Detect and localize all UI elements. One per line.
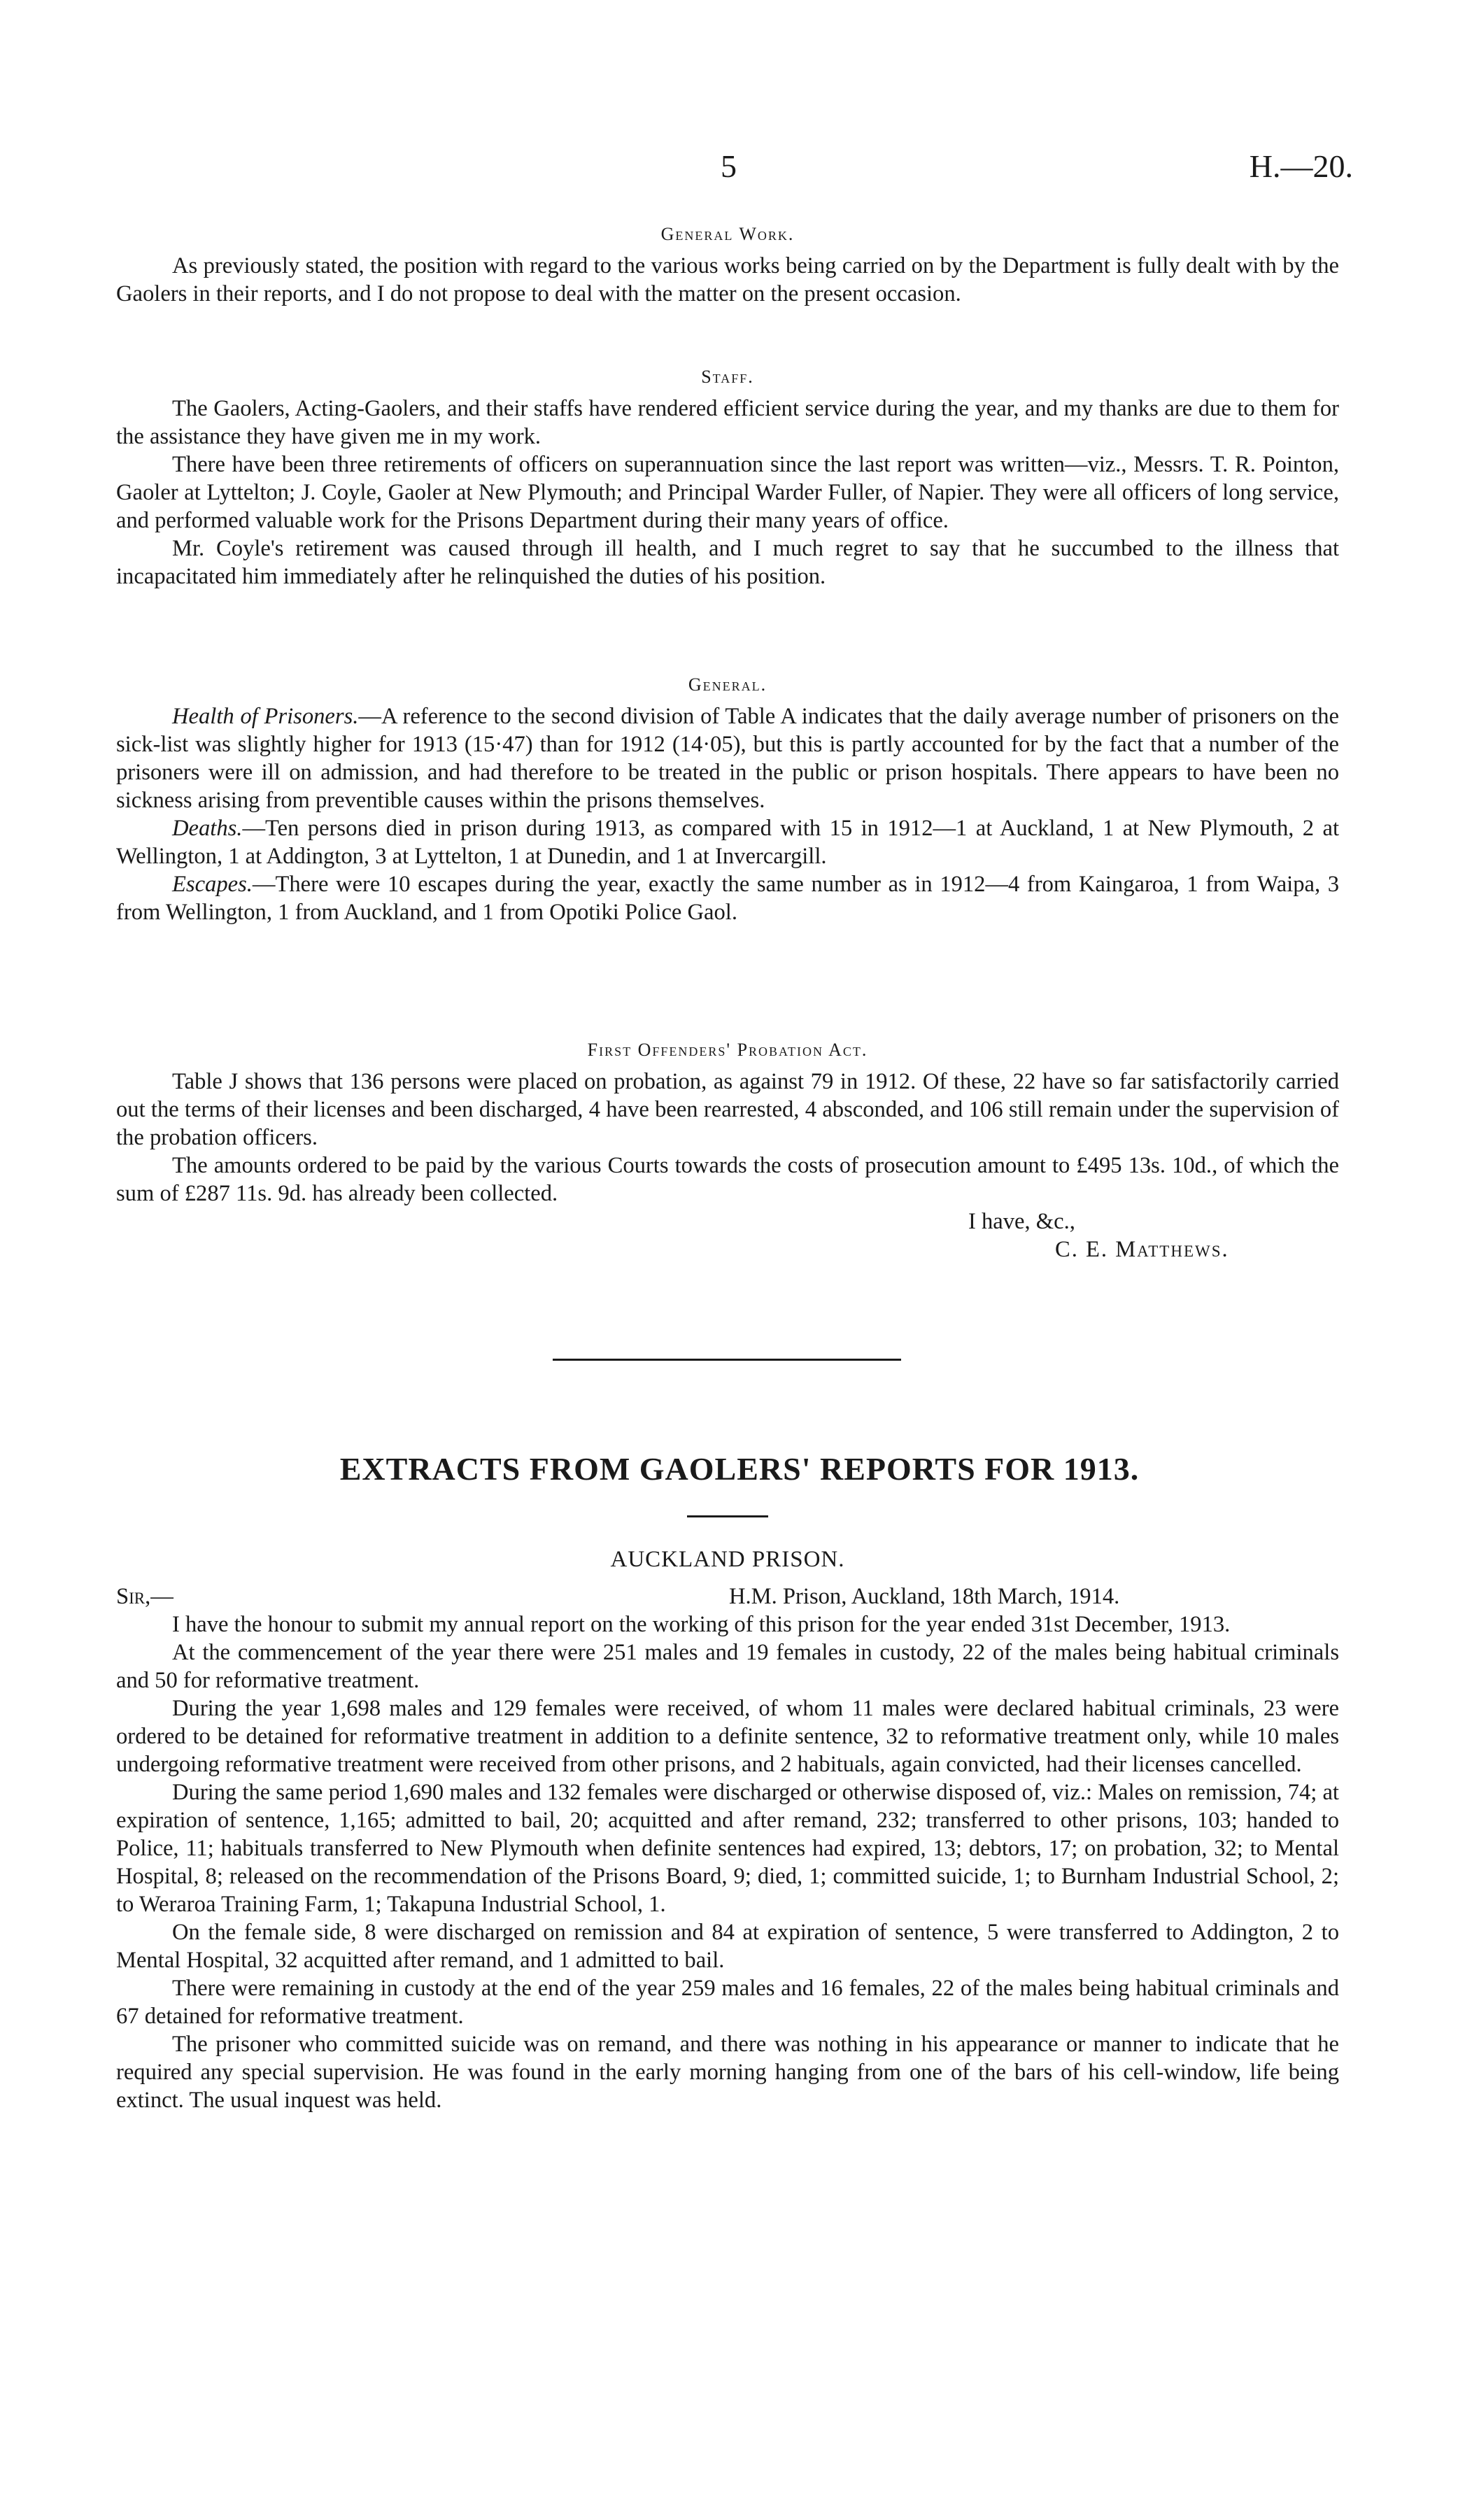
signoff-greeting: I have, &c., <box>968 1209 1075 1234</box>
salutation-line <box>116 1583 1339 1611</box>
paragraph: There were remaining in custody at the end of the year 259 males and 16 females, 22 of the males being habitual criminals and 67 detained for reformative treatment. <box>116 1976 1339 2029</box>
paragraph: Mr. Coyle's retirement was caused through ill health, and I much regret to say that he succumbed to the illness that incapacitated him immediately after he relinquished the duties of his position. <box>116 536 1339 589</box>
health-text: —A reference to the second division of Table A indicates that the daily average number of prisoners on the sick-list was slightly higher for 1913 (15·47) than for 1912 (14·05), but this is partly accounted for by the fact that a number of the prisoners were ill on admission, and had therefore to be treated in the public or prison hospitals. There appears to have been no sickness arising from preventible causes within the prisons themselves. <box>116 704 1339 813</box>
section-divider <box>553 1359 901 1361</box>
paragraph: Table J shows that 136 persons were placed on probation, as against 79 in 1912. Of these, 22 have so far satisfactorily carried out the terms of their licenses and been discharged, 4 have been rearrested, 4 absconded, and 106 still remain under the supervision of the probation officers. <box>116 1069 1339 1150</box>
paragraph: At the commencement of the year there were 251 males and 19 females in custody, 22 of the males being habitual criminals and 50 for reformative treatment. <box>116 1640 1339 1693</box>
escapes-text: —There were 10 escapes during the year, exactly the same number as in 1912—4 from Kaingaroa, 1 from Waipa, 3 from Wellington, 1 from Auckland, and 1 from Opotiki Police Gaol. <box>116 872 1339 925</box>
title-underline <box>687 1515 768 1517</box>
section-heading: General. <box>688 674 767 695</box>
signoff-signature: C. E. Matthews. <box>1055 1237 1229 1262</box>
address-date: H.M. Prison, Auckland, 18th March, 1914. <box>729 1584 1120 1609</box>
section-general <box>116 673 1339 926</box>
document-reference: H.—20. <box>1249 148 1353 184</box>
section-heading: First Offenders' Probation Act. <box>587 1040 868 1060</box>
deaths-label: Deaths. <box>172 816 243 841</box>
page-number: 5 <box>721 148 737 184</box>
section-heading: General Work. <box>660 224 795 244</box>
health-label: Health of Prisoners. <box>172 704 359 729</box>
section-auckland-prison <box>116 1548 1339 2114</box>
extracts-title: EXTRACTS FROM GAOLERS' REPORTS FOR 1913. <box>339 1451 1140 1487</box>
paragraph: During the same period 1,690 males and 132 females were discharged or otherwise disposed of, viz.: Males on remission, 74; at expiration of sentence, 1,165; admitted to bail, 20; acquitted and after remand, 232; transferred to other prisons, 103; handed to Police, 11; habituals transferred to New Plymouth when definite sentences had expired, 13; debtors, 17; on probation, 32; to Mental Hospital, 8; released on the recommendation of the Prisons Board, 9; died, 1; committed suicide, 1; to Burnham Industrial School, 2; to Weraroa Training Farm, 1; Takapuna Industrial School, 1. <box>116 1780 1339 1917</box>
paragraph: The Gaolers, Acting-Gaolers, and their staffs have rendered efficient service during the year, and my thanks are due to them for the assistance they have given me in my work. <box>116 396 1339 449</box>
paragraph-deaths <box>116 814 1339 870</box>
escapes-label: Escapes. <box>172 872 253 897</box>
paragraph-escapes <box>116 870 1339 926</box>
section-heading: Staff. <box>701 367 754 387</box>
paragraph: The prisoner who committed suicide was on remand, and there was nothing in his appearance or manner to indicate that he required any special supervision. He was found in the early morning hanging from one of the bars of his cell-window, life being extinct. The usual inquest was held. <box>116 2032 1339 2113</box>
section-staff <box>116 365 1339 590</box>
section-general-work <box>116 222 1339 308</box>
section-heading: AUCKLAND PRISON. <box>610 1547 845 1572</box>
salutation: Sir,— <box>116 1584 174 1609</box>
paragraph: There have been three retirements of officers on superannuation since the last report was written—viz., Messrs. T. R. Pointon, Gaoler at Lyttelton; J. Coyle, Gaoler at New Plymouth; and Principal Warder Fuller, of Napier. They were all officers of long service, and performed valuable work for the Prisons Department during their many years of office. <box>116 452 1339 533</box>
paragraph: The amounts ordered to be paid by the various Courts towards the costs of prosecution amount to £495 13s. 10d., of which the sum of £287 11s. 9d. has already been collected. <box>116 1153 1339 1206</box>
paragraph-health <box>116 702 1339 814</box>
deaths-text: —Ten persons died in prison during 1913, as compared with 15 in 1912—1 at Auckland, 1 at New Plymouth, 2 at Wellington, 1 at Addington, 3 at Lyttelton, 1 at Dunedin, and 1 at Invercargill. <box>116 816 1339 869</box>
paragraph: On the female side, 8 were discharged on remission and 84 at expiration of sentence, 5 were transferred to Addington, 2 to Mental Hospital, 32 acquitted after remand, and 1 admitted to bail. <box>116 1920 1339 1973</box>
paragraph: I have the honour to submit my annual report on the working of this prison for the year ended 31st December, 1913. <box>172 1612 1231 1637</box>
paragraph: During the year 1,698 males and 129 females were received, of whom 11 males were declared habitual criminals, 23 were ordered to be detained for reformative treatment in addition to a definite sentence, 32 to reformative treatment only, while 10 males undergoing reformative treatment were received from other prisons, and 2 habituals, again convicted, had their licenses cancelled. <box>116 1696 1339 1777</box>
section-probation <box>116 1038 1339 1263</box>
paragraph: As previously stated, the position with regard to the various works being carried on by the Department is fully dealt with by the Gaolers in their reports, and I do not propose to deal with the matter on the present occasion. <box>116 253 1339 306</box>
